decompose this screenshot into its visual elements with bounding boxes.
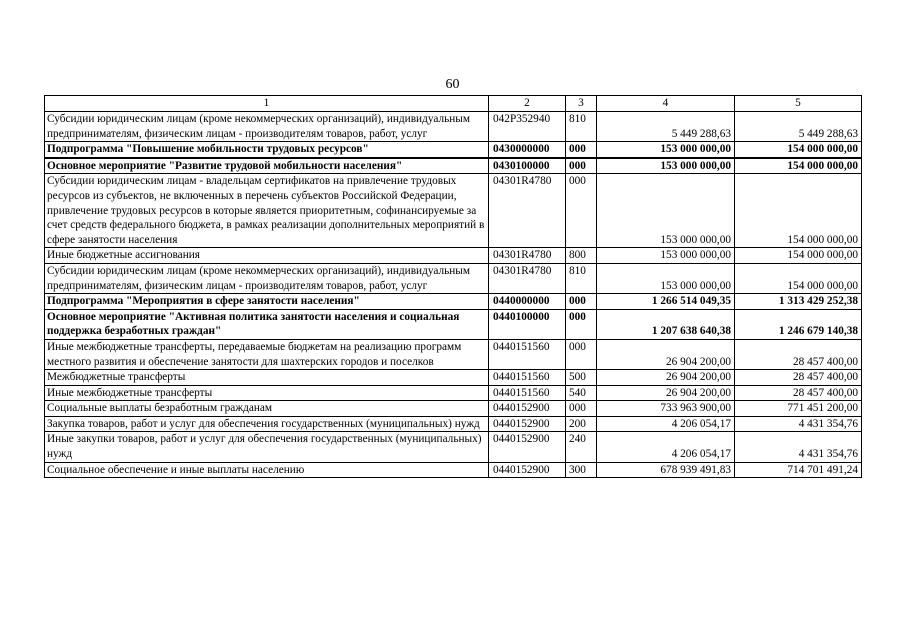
row-name-cell: Иные бюджетные ассигнования	[45, 248, 489, 264]
row-sum-year1-cell: 153 000 000,00	[597, 142, 735, 158]
row-vr-cell: 200	[566, 416, 597, 432]
column-header-2: 2	[489, 96, 566, 112]
row-sum-year1-cell: 26 904 200,00	[597, 370, 735, 386]
row-name-cell: Иные межбюджетные трансферты	[45, 385, 489, 401]
table-row	[45, 263, 862, 293]
row-vr-cell: 000	[566, 158, 597, 174]
table-row	[45, 401, 862, 417]
row-name-cell: Субсидии юридическим лицам (кроме некоммерческих организаций), индивидуальным предпринимателям, физическим лицам - производителям товаров, работ, услуг	[45, 112, 489, 142]
row-sum-year2-cell: 1 313 429 252,38	[735, 294, 862, 310]
row-sum-year1-cell: 153 000 000,00	[597, 248, 735, 264]
row-sum-year2-cell: 28 457 400,00	[735, 370, 862, 386]
row-vr-cell: 240	[566, 432, 597, 462]
row-sum-year2-cell: 1 246 679 140,38	[735, 309, 862, 339]
row-code-cell: 04301R4780	[489, 263, 566, 293]
row-sum-year2-cell: 154 000 000,00	[735, 263, 862, 293]
table-header-row	[45, 96, 862, 112]
row-sum-year2-cell: 154 000 000,00	[735, 142, 862, 158]
row-sum-year1-cell: 733 963 900,00	[597, 401, 735, 417]
row-name-cell: Подпрограмма "Повышение мобильности трудовых ресурсов"	[45, 142, 489, 158]
row-sum-year1-cell: 1 207 638 640,38	[597, 309, 735, 339]
row-vr-cell: 500	[566, 370, 597, 386]
table-row	[45, 432, 862, 462]
row-vr-cell: 540	[566, 385, 597, 401]
column-header-1: 1	[45, 96, 489, 112]
row-sum-year2-cell: 28 457 400,00	[735, 385, 862, 401]
row-sum-year1-cell: 5 449 288,63	[597, 112, 735, 142]
column-header-3: 3	[566, 96, 597, 112]
table-row	[45, 416, 862, 432]
row-vr-cell: 800	[566, 248, 597, 264]
row-name-cell: Межбюджетные трансферты	[45, 370, 489, 386]
row-vr-cell: 000	[566, 174, 597, 248]
row-sum-year1-cell: 678 939 491,83	[597, 462, 735, 478]
row-sum-year2-cell: 154 000 000,00	[735, 174, 862, 248]
table-row	[45, 339, 862, 369]
table-row	[45, 370, 862, 386]
table-row	[45, 294, 862, 310]
page-number: 60	[445, 77, 460, 92]
row-code-cell: 0440100000	[489, 309, 566, 339]
row-name-cell: Основное мероприятие "Активная политика занятости населения и социальная поддержка безработных граждан"	[45, 309, 489, 339]
row-name-cell: Иные закупки товаров, работ и услуг для обеспечения государственных (муниципальных) нужд	[45, 432, 489, 462]
row-code-cell: 04301R4780	[489, 248, 566, 264]
table-row	[45, 142, 862, 158]
row-vr-cell: 000	[566, 309, 597, 339]
row-code-cell: 0440152900	[489, 432, 566, 462]
row-code-cell: 0440151560	[489, 385, 566, 401]
row-vr-cell: 810	[566, 263, 597, 293]
row-name-cell: Основное мероприятие "Развитие трудовой мобильности населения"	[45, 158, 489, 174]
table-row	[45, 462, 862, 478]
row-vr-cell: 300	[566, 462, 597, 478]
row-vr-cell: 000	[566, 294, 597, 310]
row-name-cell: Социальные выплаты безработным гражданам	[45, 401, 489, 417]
row-code-cell: 0440152900	[489, 462, 566, 478]
row-code-cell: 0430000000	[489, 142, 566, 158]
row-sum-year1-cell: 153 000 000,00	[597, 263, 735, 293]
row-sum-year2-cell: 4 431 354,76	[735, 416, 862, 432]
row-sum-year2-cell: 5 449 288,63	[735, 112, 862, 142]
row-code-cell: 0440151560	[489, 339, 566, 369]
row-code-cell: 042P352940	[489, 112, 566, 142]
row-code-cell: 0440152900	[489, 416, 566, 432]
table-row	[45, 174, 862, 248]
row-vr-cell: 810	[566, 112, 597, 142]
row-sum-year1-cell: 1 266 514 049,35	[597, 294, 735, 310]
row-code-cell: 0440152900	[489, 401, 566, 417]
row-name-cell: Социальное обеспечение и иные выплаты населению	[45, 462, 489, 478]
row-sum-year2-cell: 714 701 491,24	[735, 462, 862, 478]
table-row	[45, 385, 862, 401]
row-name-cell: Закупка товаров, работ и услуг для обеспечения государственных (муниципальных) нужд	[45, 416, 489, 432]
row-sum-year1-cell: 4 206 054,17	[597, 416, 735, 432]
row-sum-year2-cell: 4 431 354,76	[735, 432, 862, 462]
row-vr-cell: 000	[566, 401, 597, 417]
budget-table	[44, 95, 862, 478]
row-name-cell: Иные межбюджетные трансферты, передаваемые бюджетам на реализацию программ местного развития и обеспечение занятости для шахтерских городов и поселков	[45, 339, 489, 369]
column-header-5: 5	[735, 96, 862, 112]
row-code-cell: 0430100000	[489, 158, 566, 174]
row-sum-year1-cell: 4 206 054,17	[597, 432, 735, 462]
row-sum-year2-cell: 771 451 200,00	[735, 401, 862, 417]
row-name-cell: Подпрограмма "Мероприятия в сфере занятости населения"	[45, 294, 489, 310]
table-row	[45, 112, 862, 142]
row-sum-year2-cell: 154 000 000,00	[735, 158, 862, 174]
row-name-cell: Субсидии юридическим лицам (кроме некоммерческих организаций), индивидуальным предпринимателям, физическим лицам - производителям товаров, работ, услуг	[45, 263, 489, 293]
row-sum-year2-cell: 154 000 000,00	[735, 248, 862, 264]
row-sum-year1-cell: 26 904 200,00	[597, 339, 735, 369]
row-sum-year1-cell: 26 904 200,00	[597, 385, 735, 401]
table-row	[45, 309, 862, 339]
table-row	[45, 158, 862, 174]
table-row	[45, 248, 862, 264]
row-sum-year1-cell: 153 000 000,00	[597, 174, 735, 248]
row-code-cell: 04301R4780	[489, 174, 566, 248]
row-vr-cell: 000	[566, 142, 597, 158]
row-sum-year2-cell: 28 457 400,00	[735, 339, 862, 369]
column-header-4: 4	[597, 96, 735, 112]
row-vr-cell: 000	[566, 339, 597, 369]
row-code-cell: 0440151560	[489, 370, 566, 386]
row-sum-year1-cell: 153 000 000,00	[597, 158, 735, 174]
row-name-cell: Субсидии юридическим лицам - владельцам сертификатов на привлечение трудовых ресурсов из субъектов, не включенных в перечень субъектов Российской Федерации, привлечение трудовых ресурсов в которые является приоритетным, софинансируемые за счет средств федерального бюджета, в рамках реализации дополнительных мероприятий в сфере занятости населения	[45, 174, 489, 248]
row-code-cell: 0440000000	[489, 294, 566, 310]
